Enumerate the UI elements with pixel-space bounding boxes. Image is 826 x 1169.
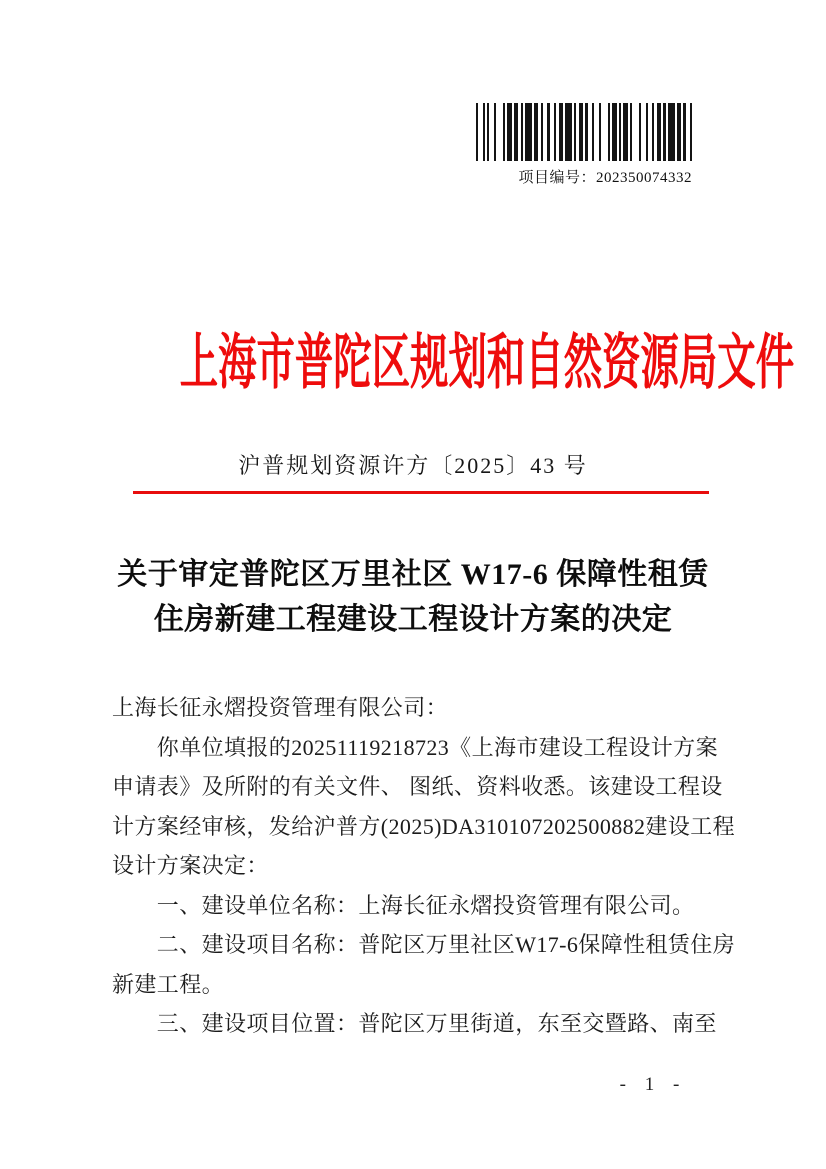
page-number: - 1 - <box>619 1074 687 1095</box>
body-line: 二、建设项目名称：普陀区万里社区W17-6保障性租赁住房 <box>112 932 736 957</box>
barcode <box>476 103 692 161</box>
body-line: 三、建设项目位置：普陀区万里街道，东至交暨路、南至 <box>112 1011 717 1036</box>
body-line: 你单位填报的20251119218723《上海市建设工程设计方案 <box>112 734 718 760</box>
barcode-bar <box>565 103 572 161</box>
project-number-label: 项目编号：202350074332 <box>518 170 692 186</box>
barcode-gap <box>601 103 608 161</box>
body-line: 新建工程。 <box>112 971 225 997</box>
barcode-gap <box>496 103 503 161</box>
body-line: 计方案经审核，发给沪普方(2025)DA310107202500882建设工程 <box>112 813 736 839</box>
barcode-bar <box>690 103 692 161</box>
body-line: 申请表》及所附的有关文件、 图纸、资料收悉。该建设工程设 <box>112 774 723 799</box>
body-line: 上海长征永熠投资管理有限公司： <box>112 695 449 720</box>
document-title-line2: 住房新建工程建设工程设计方案的决定 <box>153 603 673 636</box>
body-line: 设计方案决定： <box>112 853 269 878</box>
agency-title-text: 上海市普陀区规划和自然资源局文件 <box>179 330 795 396</box>
document-number: 沪普规划资源许方〔2025〕43 号 <box>238 453 588 478</box>
body-line: 一、建设单位名称：上海长征永熠投资管理有限公司。 <box>112 892 695 918</box>
body-text <box>112 688 736 1044</box>
barcode-block <box>476 103 692 187</box>
agency-title <box>0 330 826 396</box>
document-title-line1: 关于审定普陀区万里社区 W17-6 保障性租赁 <box>117 558 709 591</box>
red-separator-line <box>133 491 709 494</box>
barcode-bar <box>668 103 675 161</box>
barcode-gap <box>632 103 639 161</box>
document-title <box>63 552 763 642</box>
barcode-bar <box>525 103 532 161</box>
